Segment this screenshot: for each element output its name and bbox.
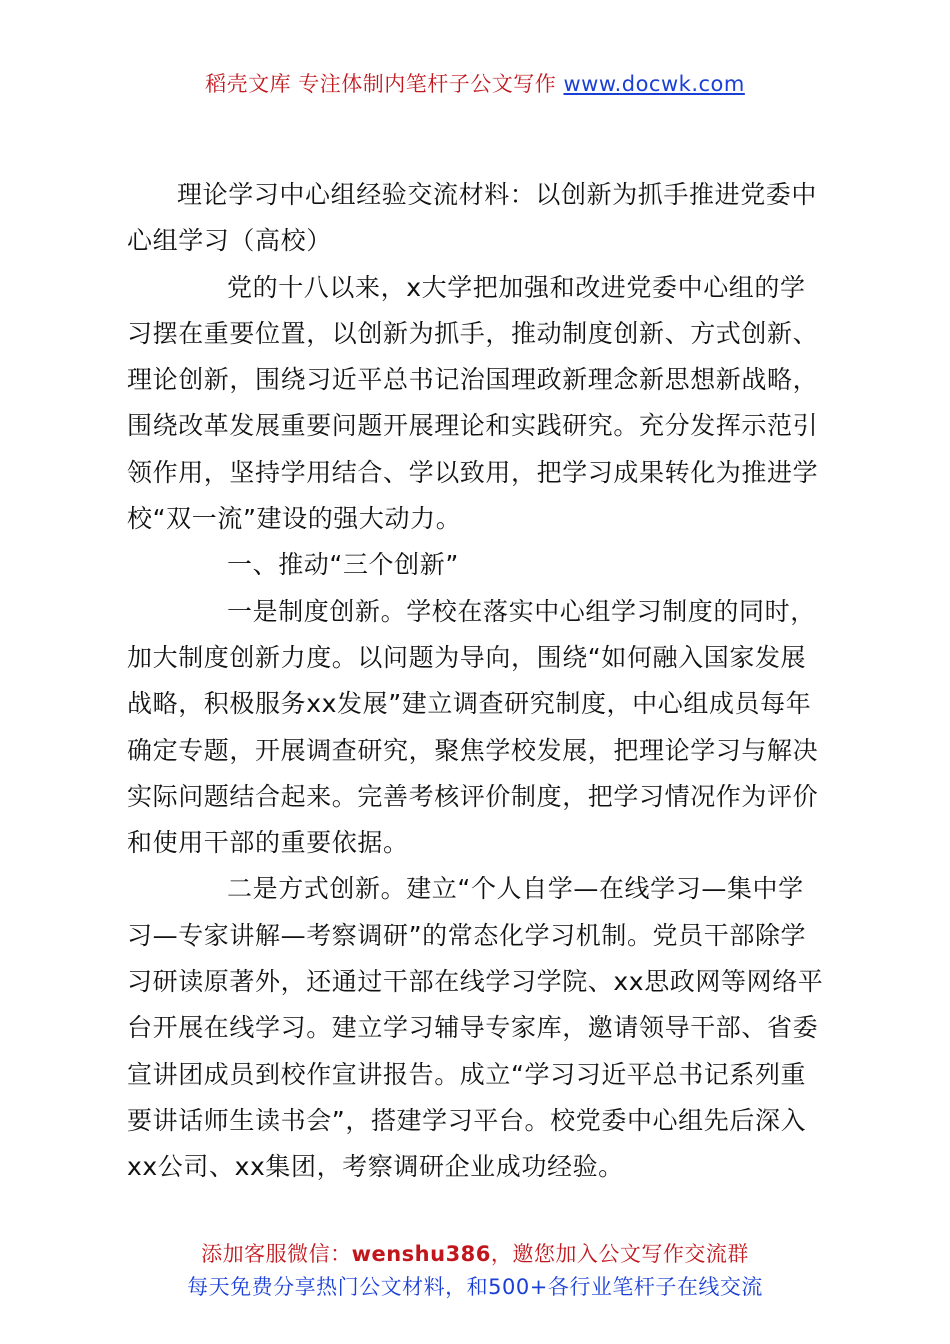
- wechat-id: wenshu386: [351, 1242, 491, 1266]
- section-heading-1: 一、推动“三个创新”: [227, 550, 459, 580]
- paragraph-intro: 党的十八以来，x大学把加强和改进党委中心组的学习摆在重要位置，以创新为抓手，推动制度创新、方式创新、理论创新，围绕习近平总书记治国理政新理念新思想新战略，围绕改革发展重要问题开展理论和实践研究。充分发挥示范引领作用，坚持学用结合、学以致用，把学习成果转化为推进学校“双一流”建设的强大动力。: [127, 272, 819, 534]
- site-link[interactable]: www.docwk.com: [563, 72, 745, 96]
- document-title: 理论学习中心组经验交流材料：以创新为抓手推进党委中心组学习（高校）: [127, 180, 818, 256]
- page-header: [0, 68, 950, 98]
- paragraph-system-innovation: 一是制度创新。学校在落实中心组学习制度的同时，加大制度创新力度。以问题为导向，围绕“如何融入国家发展战略，积极服务xx发展”建立调查研究制度，中心组成员每年确定专题，开展调查研究，聚焦学校发展，把理论学习与解决实际问题结合起来。完善考核评价制度，把学习情况作为评价和使用干部的重要依据。: [127, 596, 819, 858]
- document-body: [127, 172, 827, 1191]
- footer-promo: 每天免费分享热门公文材料，和500+各行业笔杆子在线交流: [187, 1275, 763, 1299]
- paragraph-method-innovation: 二是方式创新。建立“个人自学—在线学习—集中学习—专家讲解—考察调研”的常态化学习机制。党员干部除学习研读原著外，还通过干部在线学习学院、xx思政网等网络平台开展在线学习。建立学习辅导专家库，邀请领导干部、省委宣讲团成员到校作宣讲报告。成立“学习习近平总书记系列重要讲话师生读书会”，搭建学习平台。校党委中心组先后深入xx公司、xx集团，考察调研企业成功经验。: [127, 874, 824, 1182]
- footer-prefix: 添加客服微信：: [201, 1242, 352, 1266]
- footer-contact: [0, 1238, 950, 1268]
- brand-text: 稻壳文库 专注体制内笔杆子公文写作: [205, 72, 564, 96]
- footer-suffix: ，邀您加入公文写作交流群: [490, 1242, 749, 1266]
